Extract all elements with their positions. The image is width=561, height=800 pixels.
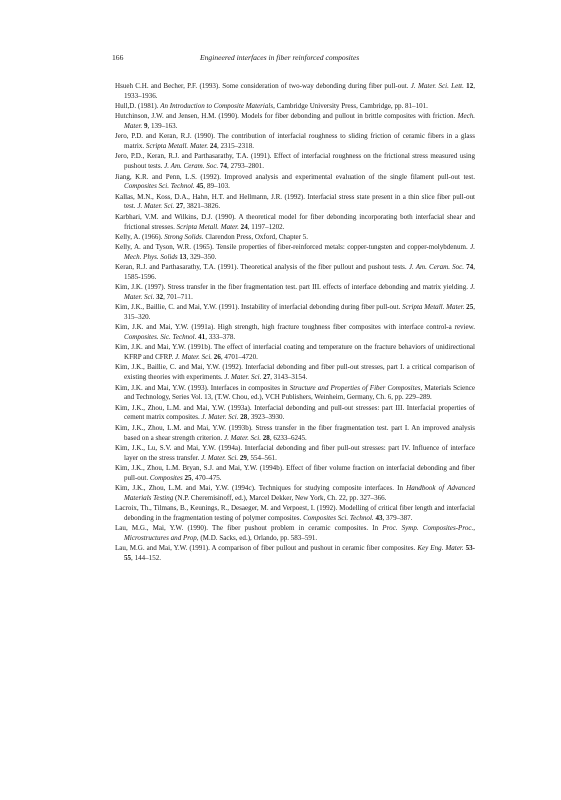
reference-entry [115,213,475,233]
reference-pages: , 3821–3826. [183,202,221,211]
reference-source: Composites [149,473,183,482]
reference-pages: (M.D. Sacks, ed.), Orlando, pp. 583–591. [198,533,318,542]
reference-volume: 29 [238,453,247,462]
reference-volume: 28 [238,413,248,422]
reference-entry [115,132,475,152]
reference-pages: , 139–163. [147,122,178,131]
reference-authors-title: Kelly, A. and Tyson, W.R. (1965). Tensile properties of fiber-reinforced metals: copper-tungsten and copper-molybdenum. [115,243,471,252]
reference-authors-title: Hull,D. (1981). [115,102,161,111]
reference-volume: 53-55 [124,544,476,563]
reference-authors-title: Kim, J.K. and Mai, Y.W. (1993). Interfaces in composites in [115,383,290,392]
reference-pages: , 1585-1596. [124,263,475,281]
reference-volume: 43 [373,513,383,522]
reference-entry [115,444,475,464]
reference-entry [115,243,475,263]
reference-source: J. Am. Ceram. Soc. [408,263,465,272]
reference-entry [115,404,475,424]
reference-pages: (N.P. Cheremisinoff, ed.), Marcel Dekker, New York, Ch. 22, pp. 327–366. [173,493,387,502]
reference-pages: , Materials Science and Technology, Series Vol. 13, (T.W. Chou, ed.), VCH Publishers, Weinheim, Germany, Ch. 6, pp. 229–289. [124,383,475,402]
reference-entry [115,544,475,564]
reference-entry [115,112,475,132]
reference-volume: 26 [212,353,221,362]
reference-volume: 24 [238,222,248,231]
reference-source: Mech. Mater. [124,112,475,131]
reference-source: J. Mater. Sci. [137,202,175,211]
reference-volume: 41 [196,333,206,342]
reference-authors-title: Kelly, A. (1966). [115,232,165,241]
reference-pages: , 329–350. [186,252,217,261]
reference-volume: 13 [177,252,187,261]
reference-entry [115,484,475,504]
reference-source: Scripta Metall. Mater. [402,303,465,312]
reference-source: J. Am. Ceram. Soc. [164,162,219,171]
reference-volume: 45 [194,182,204,191]
reference-source: J. Mater. Sci. Lett. [410,82,464,90]
reference-entry [115,102,475,112]
reference-entry [115,193,475,213]
reference-pages: , 2793–2801. [227,162,265,171]
reference-entry [115,384,475,404]
reference-entry [115,173,475,193]
reference-entry [115,504,475,524]
reference-source: Composites. Sic. Technol. [124,333,197,342]
reference-authors-title: Kim, J.K., Baillie, C. and Mai, Y.W. (1991). Instability of interfacial debonding during fiber pull-out. [115,303,403,312]
reference-pages: , Cambridge University Press, Cambridge, pp. 81–101. [273,102,428,111]
reference-pages: . Clarendon Press, Oxford, Chapter 5. [201,232,309,241]
reference-pages: , 701–711. [163,293,193,302]
reference-authors-title: Lacroix, Th., Tilmans, B., Keunings, R., Desaeger, M. and Verpoest, I. (1992). Modelling of critical fiber length and interfacial debonding in the fragmentation testing of polymer composites. [115,504,475,522]
reference-authors-title: Karbhari, V.M. and Wilkins, D.J. (1990). A theoretical model for fiber debonding incorporating both interfacial shear and frictional stresses. [115,212,475,231]
reference-source: An Introduction to Composite Materials [160,102,274,111]
reference-volume: 28 [261,433,270,442]
reference-volume: 74 [464,263,474,272]
reference-source: Structure and Properties of Fiber Composites [289,383,421,392]
reference-volume: 27 [174,202,184,211]
reference-source: J. Mater. Sci. [224,373,262,382]
reference-pages: , 6233–6245. [269,433,307,442]
reference-authors-title: Jero, P.D., Keran, R.J. and Parthasarathy, T.A. (1991). Effect of interfacial roughness on the frictional stress measured using pushout tests. [115,152,475,171]
reference-entry [115,323,475,343]
reference-entry [115,152,475,172]
reference-authors-title: Hutchinson, J.W. and Jensen, H.M. (1990). Models for fiber debonding and pullout in brittle composites with friction. [115,112,458,121]
reference-volume: 27 [261,373,271,382]
reference-volume: 12 [463,82,474,90]
reference-pages: , 315–320. [124,303,475,322]
reference-list [115,82,475,564]
reference-source: Composites Sci. Technol. [124,182,195,191]
reference-authors-title: Kim, J.K., Baillie, C. and Mai, Y.W. (1992). Interfacial debonding and fiber pull-out stresses, part I. a critical comparison of existing theories with experiments. [115,363,475,382]
reference-authors-title: Kim, J.K., Zhou, L.M. and Mai, Y.W. (1993b). Stress transfer in the fiber fragmentation test. part I. An improved analysis based on a shear strength criterion. [115,423,475,442]
reference-source: J. Mater. Sci. [124,283,475,302]
reference-authors-title: Keran, R.J. and Parthasarathy, T.A. (1991). Theoretical analysis of the fiber pullout and pushout tests. [115,263,409,272]
reference-authors-title: Kim, J.K. (1997). Stress transfer in the fiber fragmentation test. part III. effects of interface debonding and matrix yielding. [115,283,471,292]
page-number: 166 [112,53,124,62]
reference-source: Strong Solids [164,232,202,241]
reference-authors-title: Kim, J.K., Lu, S.V. and Mai, Y.W. (1994a). Interfacial debonding and fiber pull-out stresses: part IV. Influence of interface layer on the stress transfer. [115,443,475,462]
reference-pages: , 470–475. [191,473,222,482]
reference-entry [115,263,475,283]
reference-pages: , 554–561. [246,453,277,462]
reference-source: J. Mater. Sci. [201,413,239,422]
running-title: Engineered interfaces in fiber reinforced composites [200,53,360,62]
reference-source: Key Eng. Mater. [417,544,464,553]
reference-entry [115,82,475,102]
reference-volume: 24 [208,142,217,151]
reference-authors-title: Lau, M.G. and Mai, Y.W. (1991). A comparison of fiber pullout and pushout in ceramic fiber composites. [115,544,418,553]
reference-entry [115,363,475,383]
reference-source: Composites Sci. Technol. [303,513,374,522]
reference-pages: , 4701–4720. [220,353,258,362]
reference-pages: , 1933–1936. [124,82,475,100]
reference-volume: 74 [218,162,228,171]
reference-entry [115,464,475,484]
reference-pages: , 1197–1202. [247,222,285,231]
reference-authors-title: Kim, J.K., Zhou, L.M. and Mai, Y.W. (1994c). Techniques for studying composite interfaces. In [115,483,407,492]
reference-pages: , 333–378. [205,333,236,342]
reference-authors-title: Lau, M.G., Mai, Y.W. (1990). The fiber pushout problem in ceramic composites. In [115,524,383,533]
reference-volume: 32 [154,293,164,302]
reference-pages: , 379–387. [382,513,413,522]
reference-authors-title: Kim, J.K. and Mai, Y.W. (1991a). High strength, high fracture toughness fiber composites with interface control-a review. [115,323,475,332]
reference-source: Scripta Metall. Mater. [176,222,239,231]
reference-authors-title: Kim, J.K. and Mai, Y.W. (1991b). The effect of interfacial coating and temperature on the fracture behaviors of unidirectional KFRP and CFRP. [115,343,475,362]
reference-entry [115,424,475,444]
reference-pages: , 89–103. [203,182,230,191]
reference-source: J. Mech. Phys. Solids [124,243,475,261]
reference-volume: 25 [182,473,192,482]
reference-entry [115,343,475,363]
reference-pages: , 3143–3154. [270,373,308,382]
reference-source: Proc. Symp. Composites-Proc., Microstructures and Prop, [124,524,475,542]
reference-source: J. Mater. Sci. [224,433,261,442]
reference-entry [115,233,475,243]
reference-authors-title: Hsueh C.H. and Becher, P.F. (1993). Some consideration of two-way debonding during fiber pull-out. [115,82,411,90]
reference-authors-title: Jiang, K.R. and Penn, L.S. (1992). Improved analysis and experimental evaluation of the single filament pull-out test. [115,172,475,181]
reference-authors-title: Kallas, M.N., Koss, D.A., Hahn, H.T. and Hellmann, J.R. (1992). Interfacial stress state present in a thin slice fiber pull-out test. [115,192,475,211]
reference-entry [115,303,475,323]
page-header [112,53,473,67]
reference-source: Handbook of Advanced Materials Testing [124,483,475,502]
reference-authors-title: Kim, J.K., Zhou, L.M. Bryan, S.J. and Mai, Y.W. (1994b). Effect of fiber volume fraction on interfacial debonding and fiber pull-out. [115,463,475,482]
reference-pages: , 2315–2318. [216,142,254,151]
reference-source: J. Mater. Sci. [175,353,213,362]
reference-pages: , 3923–3930. [247,413,285,422]
reference-entry [115,524,475,544]
reference-authors-title: Jero, P.D. and Keran, R.J. (1990). The contribution of interfacial roughness to sliding friction of ceramic fibers in a glass matrix. [115,132,475,151]
reference-volume: 9 [142,122,148,131]
reference-pages: , 144–152. [131,554,161,563]
reference-entry [115,283,475,303]
reference-source: Scripta Metall. Mater. [145,142,209,151]
reference-authors-title: Kim, J.K., Zhou, L.M. and Mai, Y.W. (1993a). Interfacial debonding and pull-out stresses: part III. Interfacial properties of cement matrix composites. [115,403,475,422]
reference-source: J. Mater. Sci. [201,453,239,462]
reference-volume: 25 [464,303,474,312]
